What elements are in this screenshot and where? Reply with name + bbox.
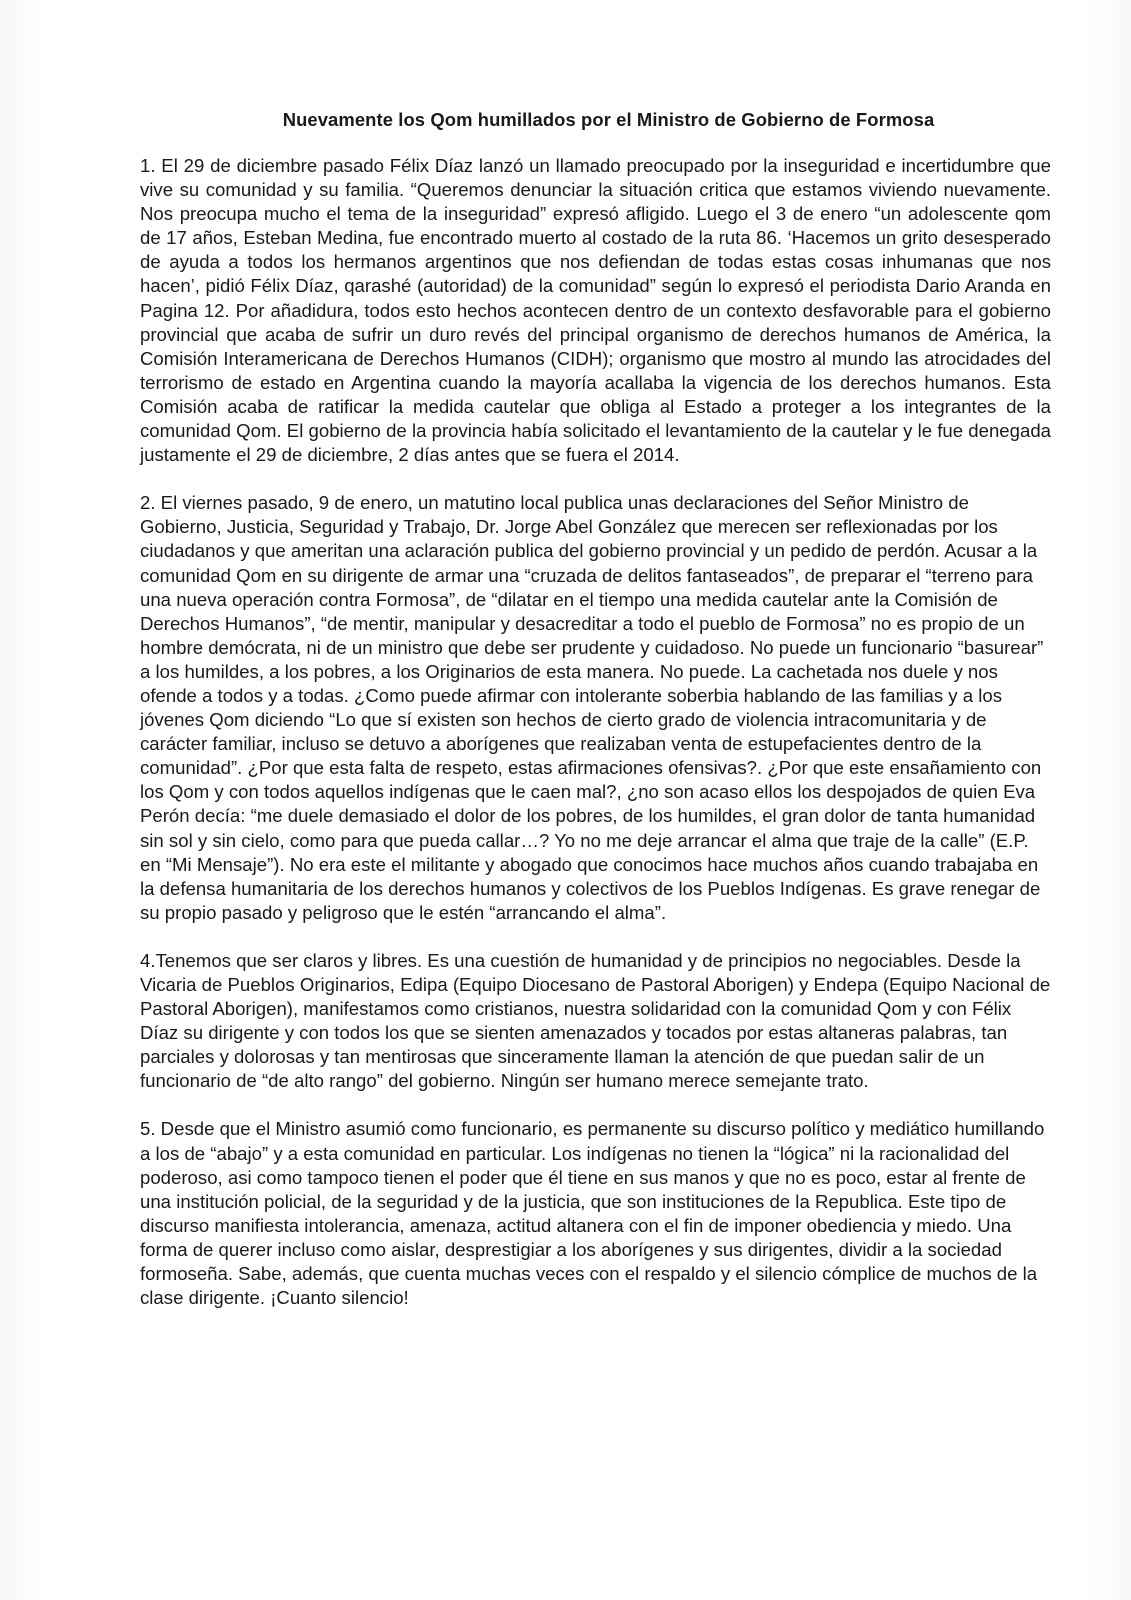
paragraph-2: 2. El viernes pasado, 9 de enero, un matutino local publica unas declaraciones del Señor Ministro de Gobierno, Justicia, Seguridad y Trabajo, Dr. Jorge Abel González que merecen ser reflexionadas por los ciudadanos y que ameritan una aclaración publica del gobierno provincial y un pedido de perdón. Acusar a la comunidad Qom en su dirigente de armar una “cruzada de delitos fantaseados”, de preparar el “terreno para una nueva operación contra Formosa”, de “dilatar en el tiempo una medida cautelar ante la Comisión de Derechos Humanos”, “de mentir, manipular y desacreditar a todo el pueblo de Formosa” no es propio de un hombre demócrata, ni de un ministro que debe ser prudente y cuidadoso. No puede un funcionario “basurear” a los humildes, a los pobres, a los Originarios de esta manera. No puede. La cachetada nos duele y nos ofende a todos y a todas. ¿Como puede afirmar con intolerante soberbia hablando de las familias y a los jóvenes Qom diciendo “Lo que sí existen son hechos de cierto grado de violencia intracomunitaria y de carácter familiar, incluso se detuvo a aborígenes que realizaban venta de estupefacientes dentro de la comunidad”. ¿Por que esta falta de respeto, estas afirmaciones ofensivas?. ¿Por que este ensañamiento con los Qom y con todos aquellos indígenas que le caen mal?, ¿no son acaso ellos los despojados de quien Eva Perón decía: “me duele demasiado el dolor de los pobres, de los humildes, el gran dolor de tanta humanidad sin sol y sin cielo, como para que pueda callar…? Yo no me deje arrancar el alma que traje de la calle” (E.P. en “Mi Mensaje”). No era este el militante y abogado que conocimos hace muchos años cuando trabajaba en la defensa humanitaria de los derechos humanos y colectivos de los Pueblos Indígenas. Es grave renegar de su propio pasado y peligroso que le estén “arrancando el alma”. <box>140 492 1044 923</box>
document-title: Nuevamente los Qom humillados por el Ministro de Gobierno de Formosa <box>282 109 935 130</box>
document-body <box>140 106 1051 1334</box>
paragraph-5: 5. Desde que el Ministro asumió como funcionario, es permanente su discurso político y mediático humillando a los de “abajo” y a esta comunidad en particular. Los indígenas no tienen la “lógica” ni la racionalidad del poderoso, asi como tampoco tienen el poder que él tiene en sus manos y que no es poco, estar al frente de una institución policial, de la seguridad y de la justicia, que son instituciones de la Republica. Este tipo de discurso manifiesta intolerancia, amenaza, actitud altanera con el fin de imponer obediencia y miedo. Una forma de querer incluso como aislar, desprestigiar a los aborígenes y sus dirigentes, dividir a la sociedad formoseña. Sabe, además, que cuenta muchas veces con el respaldo y el silencio cómplice de muchos de la clase dirigente. ¡Cuanto silencio! <box>140 1118 1045 1309</box>
paragraph-1: 1. El 29 de diciembre pasado Félix Díaz lanzó un llamado preocupado por la inseguridad e incertidumbre que vive su comunidad y su familia. “Queremos denunciar la situación critica que estamos viviendo nuevamente. Nos preocupa mucho el tema de la inseguridad” expresó afligido. Luego el 3 de enero “un adolescente qom de 17 años, Esteban Medina, fue encontrado muerto al costado de la ruta 86. ‘Hacemos un grito desesperado de ayuda a todos los hermanos argentinos que nos defiendan de todas estas cosas inhumanas que nos hacen’, pidió Félix Díaz, qarashé (autoridad) de la comunidad” según lo expresó el periodista Dario Aranda en Pagina 12. Por añadidura, todos esto hechos acontecen dentro de un contexto desfavorable para el gobierno provincial que acaba de sufrir un duro revés del principal organismo de derechos humanos de América, la Comisión Interamericana de Derechos Humanos (CIDH); organismo que mostro al mundo las atrocidades del terrorismo de estado en Argentina cuando la mayoría acallaba la vigencia de los derechos humanos. Esta Comisión acaba de ratificar la medida cautelar que obliga al Estado a proteger a los integrantes de la comunidad Qom. El gobierno de la provincia había solicitado el levantamiento de la cautelar y le fue denegada justamente el 29 de diciembre, 2 días antes que se fuera el 2014. <box>140 155 1051 466</box>
paragraph-4: 4.Tenemos que ser claros y libres. Es una cuestión de humanidad y de principios no negociables. Desde la Vicaria de Pueblos Originarios, Edipa (Equipo Diocesano de Pastoral Aborigen) y Endepa (Equipo Nacional de Pastoral Aborigen), manifestamos como cristianos, nuestra solidaridad con la comunidad Qom y con Félix Díaz su dirigente y con todos los que se sienten amenazados y tocados por estas altaneras palabras, tan parciales y dolorosas y tan mentirosas que sinceramente llaman la atención de que puedan salir de un funcionario de “de alto rango” del gobierno. Ningún ser humano merece semejante trato. <box>140 949 1051 1092</box>
